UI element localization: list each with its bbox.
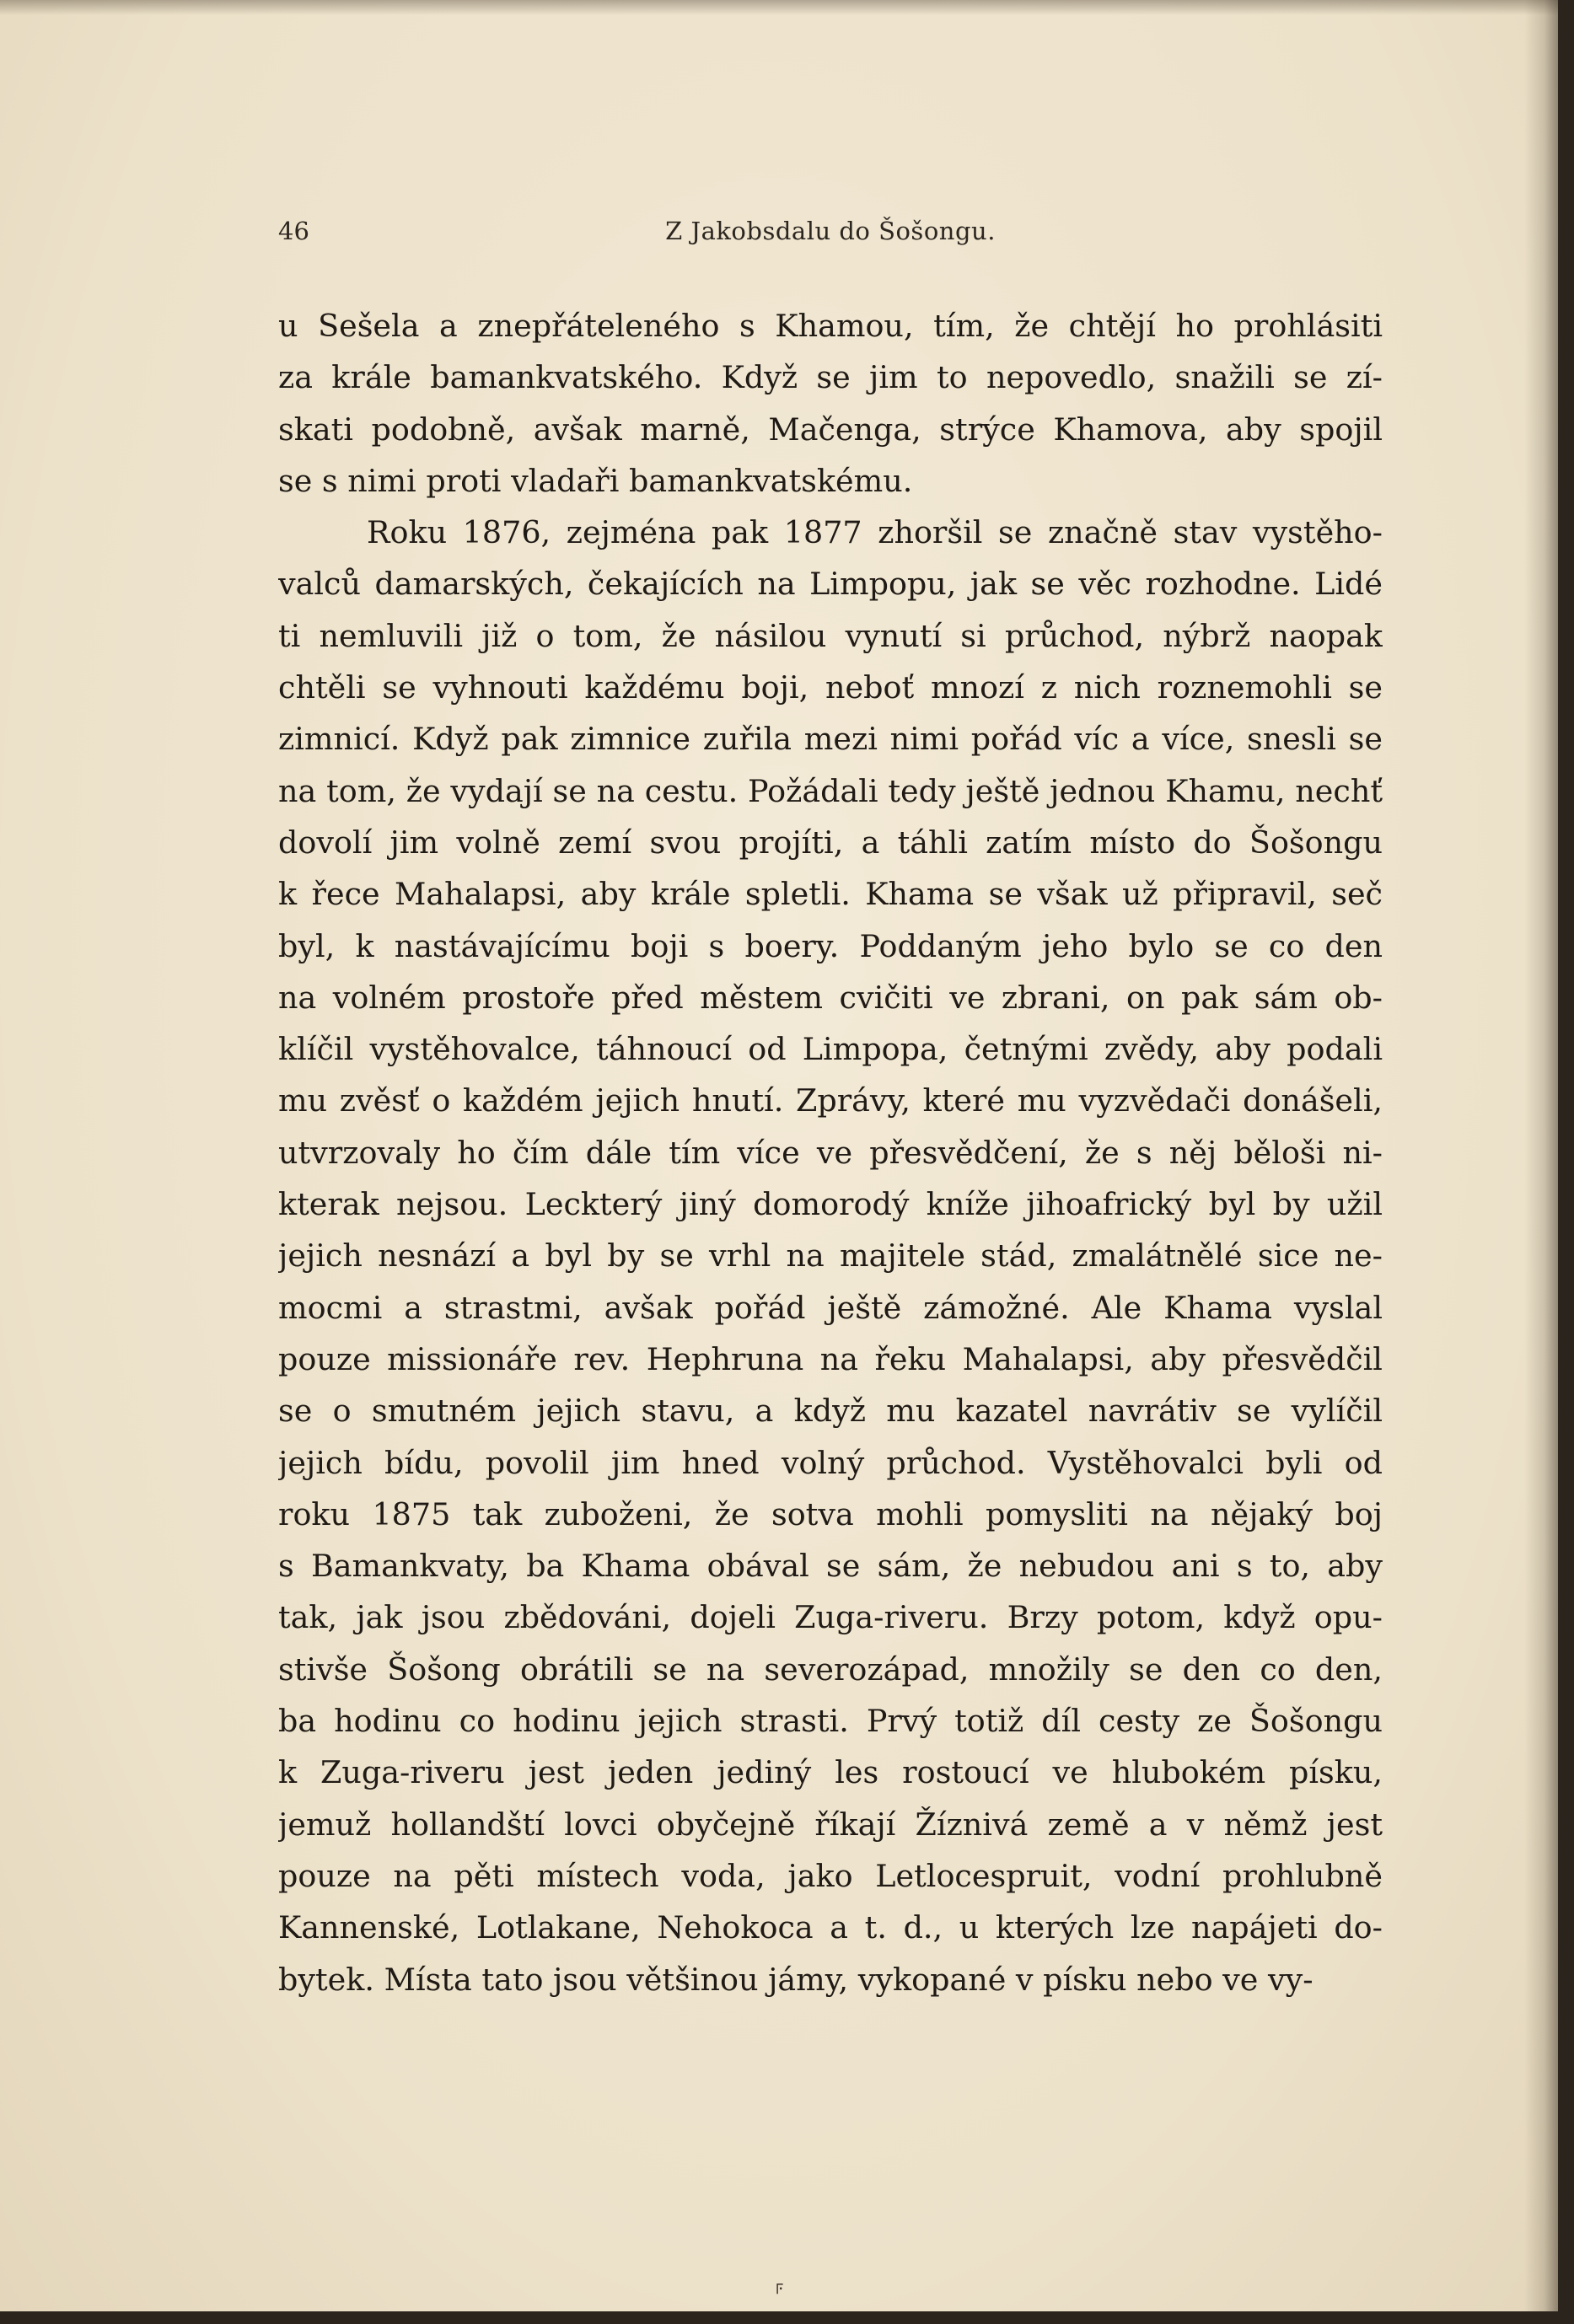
text-line: za krále bamankvatského. Když se jim to nepovedlo, snažili se zí- <box>278 359 1383 396</box>
text-line: na volném prostoře před městem cvičiti ve zbrani, on pak sám ob- <box>278 979 1383 1016</box>
text-line: tak, jak jsou zbědováni, dojeli Zuga-riveru. Brzy potom, když opu- <box>278 1599 1383 1636</box>
text-line: chtěli se vyhnouti každému boji, neboť mnozí z nich roznemohli se <box>278 669 1383 706</box>
text-line: ti nemluvili již o tom, že násilou vynutí si průchod, nýbrž naopak <box>278 617 1383 654</box>
text-line: jejich bídu, povolil jim hned volný průchod. Vystěhovalci byli od <box>278 1444 1383 1481</box>
text-line: se s nimi proti vladaři bamankvatskému. <box>278 462 913 499</box>
page-spine-shadow <box>1524 0 1558 2311</box>
text-line: k Zuga-riveru jest jeden jediný les rostoucí ve hlubokém písku, <box>278 1754 1383 1791</box>
running-title: Z Jakobsdalu do Šošongu. <box>665 217 996 245</box>
running-head <box>278 217 1383 250</box>
text-line: jejich nesnází a byl by se vrhl na majitele stád, zmalátnělé sice ne- <box>278 1237 1383 1275</box>
text-line: ba hodinu co hodinu jejich strasti. Prvý totiž díl cesty ze Šošongu <box>278 1703 1383 1740</box>
page-number: 46 <box>278 217 309 245</box>
text-line: mocmi a strastmi, avšak pořád ještě zámožné. Ale Khama vyslal <box>278 1289 1383 1326</box>
text-line: jemuž hollandští lovci obyčejně říkají Žíznivá země a v němž jest <box>278 1806 1383 1843</box>
text-line: kterak nejsou. Leckterý jiný domorodý kníže jihoafrický byl by užil <box>278 1186 1383 1223</box>
text-line: byl, k nastávajícímu boji s boery. Poddaným jeho bylo se co den <box>278 927 1383 964</box>
text-line: mu zvěsť o každém jejich hnutí. Zprávy, které mu vyzvědači donášeli, <box>278 1082 1383 1119</box>
text-line: valců damarských, čekajících na Limpopu, jak se věc rozhodne. Lidé <box>278 566 1383 603</box>
text-line: k řece Mahalapsi, aby krále spletli. Khama se však už připravil, seč <box>278 876 1383 913</box>
text-line: stivše Šošong obrátili se na severozápad, množily se den co den, <box>278 1650 1383 1688</box>
text-line: se o smutném jejich stavu, a když mu kazatel navrátiv se vylíčil <box>278 1393 1383 1430</box>
text-line: pouze missionáře rev. Hephruna na řeku Mahalapsi, aby přesvědčil <box>278 1340 1383 1377</box>
page-top-shadow <box>0 0 1558 15</box>
text-line: s Bamankvaty, ba Khama obával se sám, že nebudou ani s to, aby <box>278 1548 1383 1585</box>
text-line: bytek. Místa tato jsou většinou jámy, vykopané v písku nebo ve vy- <box>278 1961 1313 1998</box>
text-line: skati podobně, avšak marně, Mačenga, strýce Khamova, aby spojil <box>278 411 1383 448</box>
text-line: roku 1875 tak zuboženi, že sotva mohli pomysliti na nějaký boj <box>278 1495 1383 1532</box>
text-line: dovolí jim volně zemí svou projíti, a táhli zatím místo do Šošongu <box>278 824 1383 861</box>
footer-mark: ⸁ <box>774 2278 787 2306</box>
text-line: na tom, že vydají se na cestu. Požádali tedy ještě jednou Khamu, nechť <box>278 772 1383 809</box>
text-line: zimnicí. Když pak zimnice zuřila mezi nimi pořád víc a více, snesli se <box>278 721 1383 758</box>
text-line: pouze na pěti místech voda, jako Letlocespruit, vodní prohlubně <box>278 1857 1383 1894</box>
text-line: u Sešela a znepřáteleného s Khamou, tím, že chtějí ho prohlásiti <box>278 308 1383 344</box>
text-line: klíčil vystěhovalce, táhnoucí od Limpopa, četnými zvědy, aby podali <box>278 1031 1383 1068</box>
text-line: utvrzovaly ho čím dále tím více ve přesvědčení, že s něj běloši ni- <box>278 1134 1383 1171</box>
text-line: Kannenské, Lotlakane, Nehokoca a t. d., u kterých lze napájeti do- <box>278 1909 1383 1946</box>
text-line: Roku 1876, zejména pak 1877 zhoršil se značně stav vystěho- <box>367 514 1383 551</box>
body-text <box>278 300 1383 2005</box>
